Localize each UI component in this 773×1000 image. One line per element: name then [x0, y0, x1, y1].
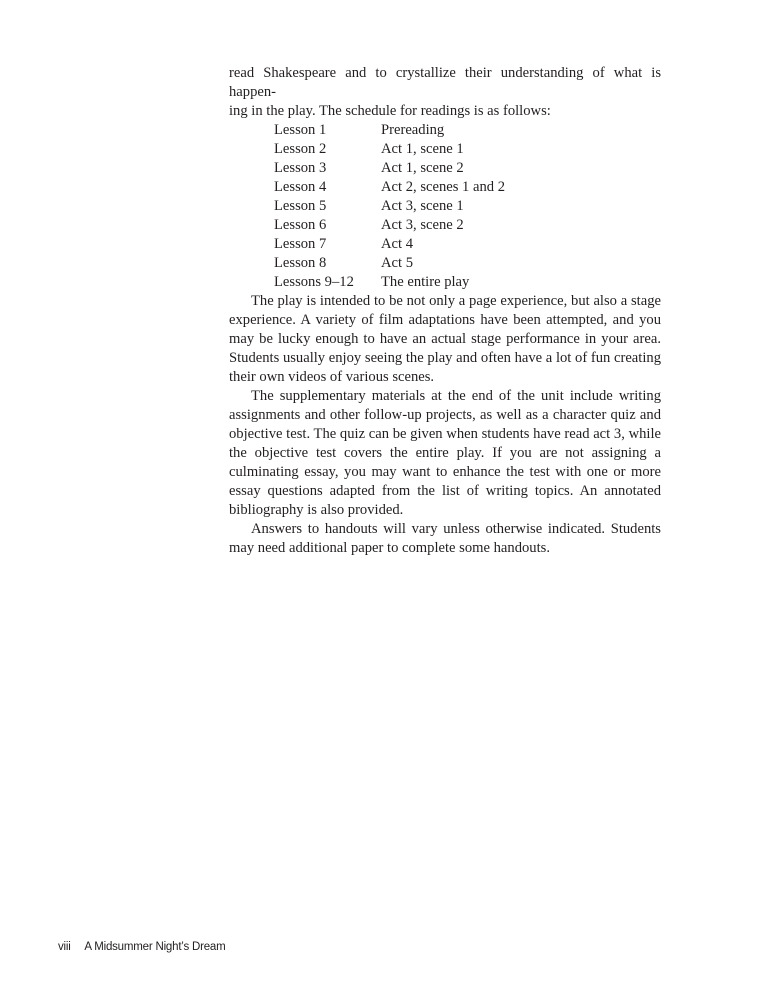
schedule-reading: Act 5 — [381, 255, 414, 271]
schedule-lesson: Lesson 7 — [274, 236, 327, 252]
schedule-lesson: Lesson 1 — [274, 122, 327, 138]
schedule-lesson: Lesson 8 — [274, 255, 327, 271]
schedule-reading: Act 4 — [381, 236, 414, 252]
paragraph-answers: Answers to handouts will vary unless otherwise indicated. Students may need additional paper to complete some handouts. — [229, 521, 661, 556]
schedule-reading: The entire play — [381, 274, 470, 290]
schedule-row — [274, 178, 661, 197]
schedule-row — [274, 235, 661, 254]
page-body — [229, 64, 661, 558]
schedule-lesson: Lesson 4 — [274, 179, 327, 195]
schedule-row — [274, 254, 661, 273]
schedule-row — [274, 197, 661, 216]
schedule-lesson: Lesson 6 — [274, 217, 327, 233]
page-number: viii — [58, 941, 71, 953]
schedule-reading: Act 1, scene 2 — [381, 160, 464, 176]
schedule-reading: Act 3, scene 2 — [381, 217, 464, 233]
schedule-reading: Act 3, scene 1 — [381, 198, 464, 214]
paragraph-stage-experience: The play is intended to be not only a page experience, but also a stage experience. A variety of film adaptations have been attempted, and you may be lucky enough to have an actual stage performance in your area. Students usually enjoy seeing the play and often have a lot of fun creating their own videos of various scenes. — [229, 293, 661, 385]
schedule-row — [274, 159, 661, 178]
intro-line-1: read Shakespeare and to crystallize their understanding of what is happen- — [229, 65, 661, 100]
schedule-reading: Act 2, scenes 1 and 2 — [381, 179, 506, 195]
schedule-lesson: Lesson 5 — [274, 198, 327, 214]
schedule-row — [274, 273, 661, 292]
intro-paragraph — [229, 64, 661, 121]
schedule-row — [274, 121, 661, 140]
page-footer — [58, 941, 226, 953]
schedule-lesson: Lesson 3 — [274, 160, 327, 176]
schedule-row — [274, 216, 661, 235]
reading-schedule — [229, 121, 661, 292]
schedule-lesson: Lessons 9–12 — [274, 274, 354, 290]
schedule-reading: Act 1, scene 1 — [381, 141, 464, 157]
schedule-lesson: Lesson 2 — [274, 141, 327, 157]
intro-line-2: ing in the play. The schedule for readings is as follows: — [229, 103, 551, 119]
paragraph-supplementary-materials: The supplementary materials at the end of the unit include writing assignments and other follow-up projects, as well as a character quiz and objective test. The quiz can be given when students have read act 3, while the objective test covers the entire play. If you are not assigning a culminating essay, you may want to enhance the test with one or more essay questions adapted from the list of writing topics. An annotated bibliography is also provided. — [229, 388, 661, 518]
running-title: A Midsummer Night’s Dream — [84, 941, 226, 953]
schedule-reading: Prereading — [381, 122, 445, 138]
schedule-row — [274, 140, 661, 159]
